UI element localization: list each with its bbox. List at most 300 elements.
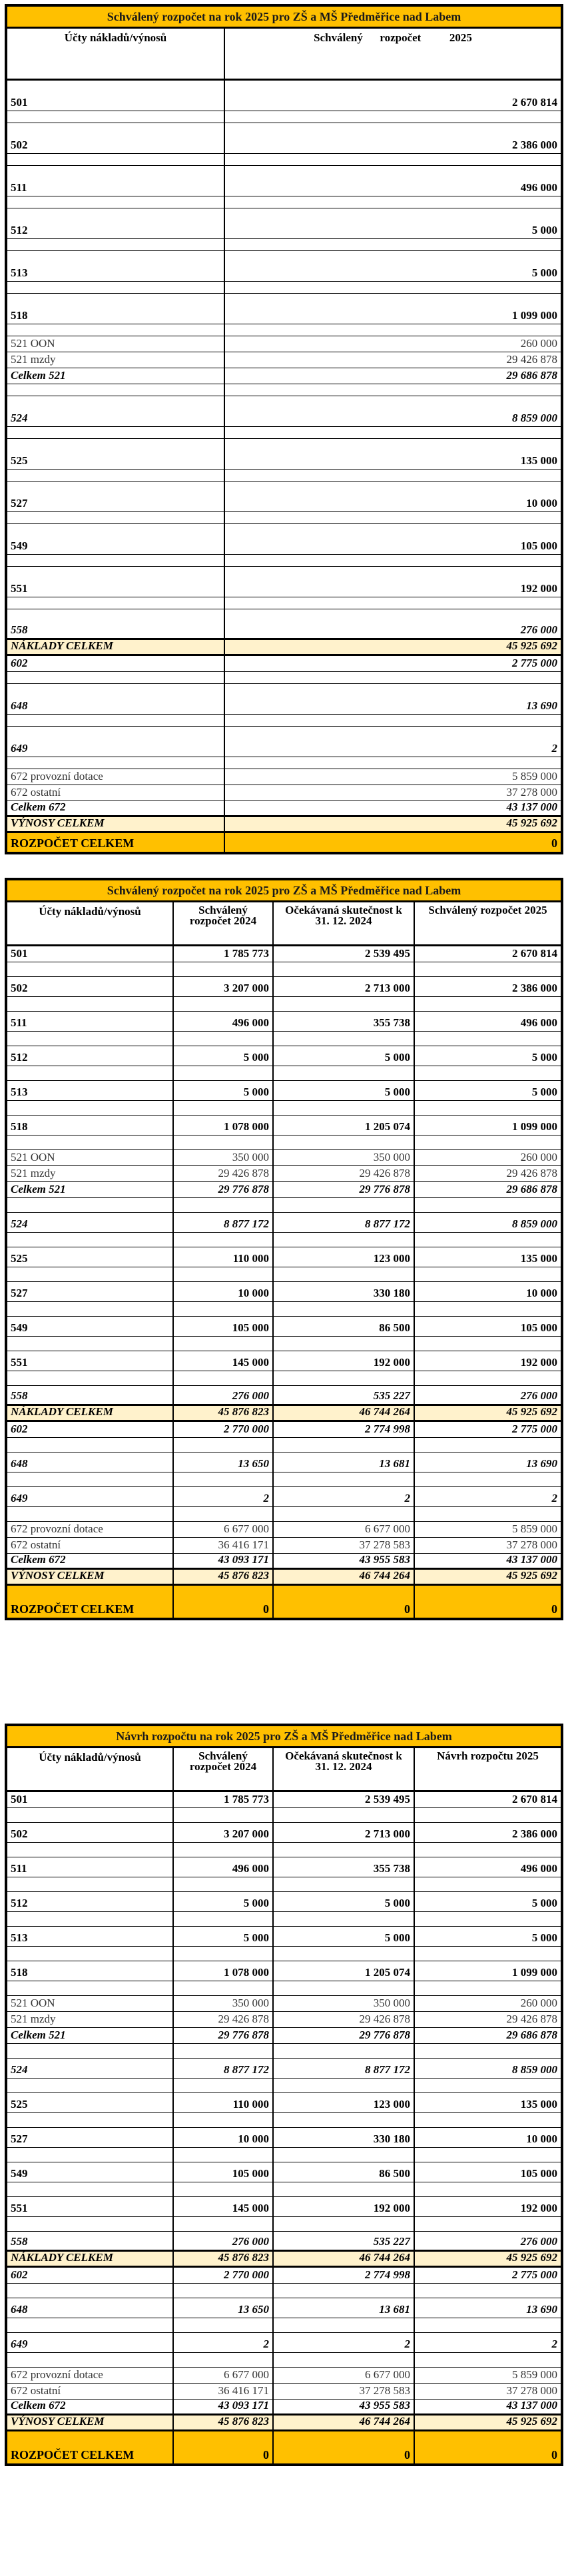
row-value: 123 000 xyxy=(274,2093,415,2112)
row-value: 145 000 xyxy=(174,2197,274,2216)
row-value: 45 876 823 xyxy=(174,2252,274,2266)
table-row xyxy=(7,1406,561,1422)
row-value xyxy=(174,2148,274,2162)
table-row xyxy=(7,524,561,555)
row-value: 5 000 xyxy=(531,1897,557,1909)
spacer-row xyxy=(7,196,561,208)
row-value: 1 099 000 xyxy=(512,309,557,322)
row-value: 496 000 xyxy=(174,1857,274,1877)
table-row xyxy=(7,2028,561,2044)
row-label: ROZPOČET CELKEM xyxy=(7,833,225,852)
row-value: 2 670 814 xyxy=(512,96,557,109)
row-value: 0 xyxy=(274,2431,415,2463)
row-value: 2 713 000 xyxy=(274,1823,415,1842)
row-value: 5 000 xyxy=(531,1086,557,1098)
table-row xyxy=(7,2384,561,2400)
row-value: 5 000 xyxy=(531,1931,557,1944)
row-value xyxy=(274,2182,415,2196)
header-expected-2024: Očekávaná skutečnost k 31. 12. 2024 xyxy=(274,1748,415,1790)
row-value: 43 955 583 xyxy=(274,1554,415,1568)
row-value: 535 227 xyxy=(274,2232,415,2250)
row-value: 2 770 000 xyxy=(174,1422,274,1437)
header-accounts: Účty nákladů/výnosů xyxy=(7,29,225,79)
row-value: 45 876 823 xyxy=(174,1570,274,1584)
row-value: 29 686 878 xyxy=(506,369,557,382)
row-value xyxy=(274,962,415,976)
table-row xyxy=(7,1150,561,1166)
row-label xyxy=(7,111,225,123)
row-label: 512 xyxy=(7,1892,174,1911)
row-label xyxy=(7,1101,174,1115)
row-value: 5 000 xyxy=(531,224,557,236)
spacer-row xyxy=(7,1267,561,1282)
row-value xyxy=(274,1135,415,1149)
spacer-row xyxy=(7,757,561,769)
table-row xyxy=(7,1570,561,1586)
spacer-row xyxy=(7,1947,561,1961)
row-value: 86 500 xyxy=(274,2162,415,2182)
row-value: 29 426 878 xyxy=(174,1166,274,1181)
row-value: 1 099 000 xyxy=(512,1120,557,1133)
table-row xyxy=(7,1857,561,1877)
spacer-row xyxy=(7,1438,561,1452)
row-label: 551 xyxy=(7,2197,174,2216)
row-label: 502 xyxy=(7,977,174,996)
spacer-row xyxy=(7,427,561,439)
row-label xyxy=(7,324,225,336)
row-label xyxy=(7,2113,174,2127)
row-label: ROZPOČET CELKEM xyxy=(7,2431,174,2463)
table-row xyxy=(7,1554,561,1570)
row-value xyxy=(225,715,561,726)
row-label: 649 xyxy=(7,727,225,757)
row-value xyxy=(225,427,561,438)
row-value xyxy=(274,1877,415,1891)
row-value: 8 877 172 xyxy=(274,2059,415,2078)
row-value: 350 000 xyxy=(274,1996,415,2011)
row-value xyxy=(274,1337,415,1351)
row-label: 602 xyxy=(7,656,225,671)
row-value: 110 000 xyxy=(174,2093,274,2112)
row-value xyxy=(415,1438,561,1452)
row-value xyxy=(225,757,561,769)
row-value xyxy=(415,2284,561,2298)
row-value: 330 180 xyxy=(274,1282,415,1301)
row-label xyxy=(7,1981,174,1995)
row-value: 330 180 xyxy=(274,2128,415,2147)
row-value xyxy=(274,1302,415,1316)
header-approved-2024: Schválený rozpočet 2024 xyxy=(174,902,274,944)
table-row xyxy=(7,1213,561,1233)
row-value: 105 000 xyxy=(174,1317,274,1336)
spacer-row xyxy=(7,1233,561,1247)
row-label xyxy=(7,1198,174,1212)
spacer-row xyxy=(7,2044,561,2059)
row-label: 518 xyxy=(7,1961,174,1981)
row-value xyxy=(174,2353,274,2367)
row-label: 672 provozní dotace xyxy=(7,2368,174,2383)
row-label xyxy=(7,2044,174,2058)
spacer-row xyxy=(7,715,561,727)
row-value xyxy=(174,2318,274,2332)
row-value: 43 137 000 xyxy=(506,2400,557,2412)
row-label: Celkem 672 xyxy=(7,2400,174,2414)
row-value: 13 650 xyxy=(174,1452,274,1472)
table-row xyxy=(7,1012,561,1032)
spacer-row xyxy=(7,324,561,336)
row-value: 29 426 878 xyxy=(274,1166,415,1181)
header-approved-2025: Schválený rozpočet 2025 xyxy=(314,31,472,44)
spacer-row xyxy=(7,2217,561,2232)
row-value xyxy=(415,1337,561,1351)
row-value xyxy=(225,111,561,123)
row-value xyxy=(415,1198,561,1212)
table-row xyxy=(7,1792,561,1808)
table-row xyxy=(7,1046,561,1066)
row-label xyxy=(7,282,225,293)
row-label: 513 xyxy=(7,1081,174,1100)
spacer-row xyxy=(7,1877,561,1892)
row-label xyxy=(7,1947,174,1961)
row-value: 43 137 000 xyxy=(506,1554,557,1566)
spacer-row xyxy=(7,1198,561,1213)
row-value xyxy=(274,2148,415,2162)
table-row xyxy=(7,977,561,997)
row-value: 2 386 000 xyxy=(512,982,557,994)
row-value: 192 000 xyxy=(520,582,557,595)
row-value: 2 539 495 xyxy=(274,946,415,962)
row-value: 2 386 000 xyxy=(512,1827,557,1840)
table-title: Schválený rozpočet na rok 2025 pro ZŠ a MŠ Předměřice nad Labem xyxy=(7,7,561,29)
row-value xyxy=(174,2217,274,2231)
row-value: 6 677 000 xyxy=(274,1522,415,1537)
row-value xyxy=(274,1507,415,1521)
row-value: 10 000 xyxy=(174,2128,274,2147)
table-row xyxy=(7,2252,561,2268)
row-value: 10 000 xyxy=(526,2132,557,2145)
table-row xyxy=(7,2298,561,2318)
row-value: 8 877 172 xyxy=(274,1213,415,1232)
spacer-row xyxy=(7,2353,561,2368)
row-value xyxy=(174,1233,274,1247)
row-value: 135 000 xyxy=(520,1252,557,1265)
row-label: Celkem 672 xyxy=(7,1554,174,1568)
row-value: 5 000 xyxy=(274,1081,415,1100)
row-label: 558 xyxy=(7,609,225,638)
budget-table-2025-proposal xyxy=(5,1724,563,2466)
row-value xyxy=(274,2044,415,2058)
row-value xyxy=(174,1947,274,1961)
row-value: 2 xyxy=(174,2333,274,2352)
row-value xyxy=(415,2353,561,2367)
row-value: 1 099 000 xyxy=(512,1966,557,1979)
row-label: 521 mzdy xyxy=(7,2012,174,2027)
table-header xyxy=(7,29,561,81)
row-label xyxy=(7,384,225,396)
row-label xyxy=(7,1843,174,1857)
row-value: 0 xyxy=(274,1586,415,1618)
row-label: 502 xyxy=(7,123,225,153)
row-value: 8 859 000 xyxy=(512,412,557,424)
row-value xyxy=(274,2353,415,2367)
row-label: ROZPOČET CELKEM xyxy=(7,1586,174,1618)
spacer-row xyxy=(7,2148,561,2162)
row-value xyxy=(415,1267,561,1281)
row-label: 521 mzdy xyxy=(7,1166,174,1181)
row-value xyxy=(174,1472,274,1486)
row-value xyxy=(274,2079,415,2093)
spacer-row xyxy=(7,384,561,396)
table-row xyxy=(7,123,561,154)
row-value: 105 000 xyxy=(520,1321,557,1334)
row-label: 512 xyxy=(7,1046,174,1066)
table-body xyxy=(7,81,561,852)
row-value xyxy=(415,2113,561,2127)
row-value xyxy=(174,1066,274,1080)
row-label xyxy=(7,470,225,481)
row-value: 1 078 000 xyxy=(174,1116,274,1135)
row-value: 5 000 xyxy=(174,1046,274,1066)
table-title: Schválený rozpočet na rok 2025 pro ZŠ a MŠ Předměřice nad Labem xyxy=(7,880,561,902)
row-value xyxy=(274,1032,415,1046)
spacer-row xyxy=(7,239,561,251)
row-value: 29 426 878 xyxy=(174,2012,274,2027)
row-value xyxy=(225,597,561,609)
row-value: 0 xyxy=(174,1586,274,1618)
row-value: 2 775 000 xyxy=(512,2268,557,2281)
table-row xyxy=(7,1892,561,1912)
table-row xyxy=(7,817,561,833)
table-row xyxy=(7,2232,561,2252)
row-value: 5 859 000 xyxy=(512,770,557,783)
row-value: 13 650 xyxy=(174,2298,274,2318)
row-value: 135 000 xyxy=(520,454,557,467)
row-label: 558 xyxy=(7,2232,174,2250)
row-value xyxy=(274,997,415,1011)
row-label xyxy=(7,555,225,566)
row-value: 13 690 xyxy=(526,2303,557,2316)
table-row xyxy=(7,1422,561,1438)
row-value: 192 000 xyxy=(274,1351,415,1371)
row-value: 2 xyxy=(174,1487,274,1506)
header-approved-2025: Schválený rozpočet 2025 xyxy=(428,904,547,916)
row-label: 502 xyxy=(7,1823,174,1842)
row-label xyxy=(7,196,225,208)
row-value: 46 744 264 xyxy=(274,2415,415,2429)
row-value: 46 744 264 xyxy=(274,1570,415,1584)
row-label xyxy=(7,1438,174,1452)
row-label xyxy=(7,1507,174,1521)
table-row xyxy=(7,81,561,111)
row-value xyxy=(415,2044,561,2058)
table-row xyxy=(7,2431,561,2463)
row-label: 518 xyxy=(7,294,225,324)
row-value: 145 000 xyxy=(174,1351,274,1371)
row-value: 496 000 xyxy=(174,1012,274,1031)
table-row xyxy=(7,1386,561,1406)
row-value: 43 093 171 xyxy=(174,2400,274,2414)
row-label: 551 xyxy=(7,567,225,597)
row-value: 276 000 xyxy=(520,623,557,636)
table-row xyxy=(7,2197,561,2217)
row-value: 45 925 692 xyxy=(506,640,557,652)
spacer-row xyxy=(7,597,561,609)
row-value: 45 876 823 xyxy=(174,1406,274,1420)
row-label: Celkem 521 xyxy=(7,2028,174,2043)
row-value xyxy=(274,1438,415,1452)
spacer-row xyxy=(7,1912,561,1927)
row-value xyxy=(274,1947,415,1961)
row-value: 10 000 xyxy=(526,1287,557,1299)
table-body xyxy=(7,1792,561,2463)
spacer-row xyxy=(7,1981,561,1996)
row-label: Celkem 521 xyxy=(7,1182,174,1197)
row-value xyxy=(225,196,561,208)
table-row xyxy=(7,2012,561,2028)
row-value xyxy=(415,2217,561,2231)
row-value xyxy=(174,1981,274,1995)
table-row xyxy=(7,2162,561,2182)
row-value: 2 xyxy=(551,742,557,755)
row-value: 0 xyxy=(174,2431,274,2463)
table-row xyxy=(7,2128,561,2148)
row-value: 29 426 878 xyxy=(506,2013,557,2025)
row-value xyxy=(174,1135,274,1149)
row-value xyxy=(415,997,561,1011)
row-label: 501 xyxy=(7,946,174,962)
spacer-row xyxy=(7,470,561,482)
row-label: 513 xyxy=(7,251,225,281)
row-value xyxy=(274,1267,415,1281)
row-label: 524 xyxy=(7,2059,174,2078)
row-label xyxy=(7,1032,174,1046)
spacer-row xyxy=(7,2284,561,2298)
row-value xyxy=(174,1438,274,1452)
row-value: 5 000 xyxy=(274,1927,415,1946)
row-value: 105 000 xyxy=(520,2167,557,2180)
row-value xyxy=(174,2044,274,2058)
table-row xyxy=(7,656,561,672)
row-value: 45 876 823 xyxy=(174,2415,274,2429)
row-value xyxy=(174,2113,274,2127)
row-label: 521 OON xyxy=(7,336,225,352)
row-value xyxy=(415,1843,561,1857)
table-row xyxy=(7,396,561,427)
row-label xyxy=(7,1912,174,1926)
row-value: 0 xyxy=(551,2448,557,2461)
table-row xyxy=(7,1351,561,1371)
row-label xyxy=(7,962,174,976)
row-value xyxy=(415,2182,561,2196)
row-value xyxy=(225,239,561,250)
row-label xyxy=(7,1233,174,1247)
row-value: 105 000 xyxy=(520,539,557,552)
row-value: 2 713 000 xyxy=(274,977,415,996)
row-label: 648 xyxy=(7,2298,174,2318)
row-value: 535 227 xyxy=(274,1386,415,1404)
row-value: 13 690 xyxy=(526,1457,557,1470)
row-value xyxy=(274,1233,415,1247)
table-row xyxy=(7,946,561,962)
row-label xyxy=(7,672,225,683)
row-value xyxy=(274,1808,415,1822)
table-row xyxy=(7,1927,561,1947)
row-label: 558 xyxy=(7,1386,174,1404)
row-value: 8 859 000 xyxy=(512,1217,557,1230)
row-value: 355 738 xyxy=(274,1857,415,1877)
row-label: 518 xyxy=(7,1116,174,1135)
row-value: 13 681 xyxy=(274,1452,415,1472)
spacer-row xyxy=(7,672,561,684)
spacer-row xyxy=(7,1101,561,1116)
row-value: 5 000 xyxy=(174,1081,274,1100)
row-value: 355 738 xyxy=(274,1012,415,1031)
table-row xyxy=(7,1522,561,1538)
row-value: 8 859 000 xyxy=(512,2063,557,2076)
spacer-row xyxy=(7,282,561,294)
row-value xyxy=(174,2182,274,2196)
row-value: 2 774 998 xyxy=(274,1422,415,1437)
row-label: 549 xyxy=(7,524,225,554)
table-row xyxy=(7,2059,561,2079)
row-value: 29 426 878 xyxy=(506,1167,557,1179)
row-label xyxy=(7,1302,174,1316)
row-value xyxy=(274,1101,415,1115)
table-row xyxy=(7,640,561,656)
table-row xyxy=(7,208,561,239)
row-label: 527 xyxy=(7,482,225,511)
row-label xyxy=(7,597,225,609)
row-value xyxy=(174,1877,274,1891)
spacer-row xyxy=(7,2113,561,2128)
row-label: 549 xyxy=(7,1317,174,1336)
header-accounts: Účty nákladů/výnosů xyxy=(7,902,174,944)
table-header xyxy=(7,1748,561,1792)
row-value: 350 000 xyxy=(174,1150,274,1165)
table-row xyxy=(7,801,561,817)
spacer-row xyxy=(7,1302,561,1317)
row-label: 524 xyxy=(7,396,225,426)
row-value: 37 278 583 xyxy=(274,2384,415,2399)
row-label xyxy=(7,1267,174,1281)
row-value: 37 278 583 xyxy=(274,1538,415,1553)
spacer-row xyxy=(7,2182,561,2197)
spacer-row xyxy=(7,154,561,166)
row-value xyxy=(415,1233,561,1247)
row-value xyxy=(274,1981,415,1995)
row-label: 649 xyxy=(7,1487,174,1506)
row-label: 649 xyxy=(7,2333,174,2352)
row-value: 10 000 xyxy=(174,1282,274,1301)
row-value: 2 775 000 xyxy=(512,1423,557,1435)
row-value xyxy=(174,1302,274,1316)
row-value xyxy=(174,1808,274,1822)
row-value: 37 278 000 xyxy=(506,1538,557,1551)
row-value: 2 670 814 xyxy=(512,947,557,960)
row-value: 29 426 878 xyxy=(274,2012,415,2027)
row-label: 648 xyxy=(7,1452,174,1472)
row-value: 43 137 000 xyxy=(506,801,557,813)
row-value xyxy=(174,1507,274,1521)
row-value: 260 000 xyxy=(520,1997,557,2009)
table-row xyxy=(7,833,561,852)
row-value: 350 000 xyxy=(174,1996,274,2011)
table-row xyxy=(7,1961,561,1981)
row-value xyxy=(174,2079,274,2093)
row-value: 29 686 878 xyxy=(506,2029,557,2041)
table-row xyxy=(7,1166,561,1182)
row-value: 8 877 172 xyxy=(174,1213,274,1232)
